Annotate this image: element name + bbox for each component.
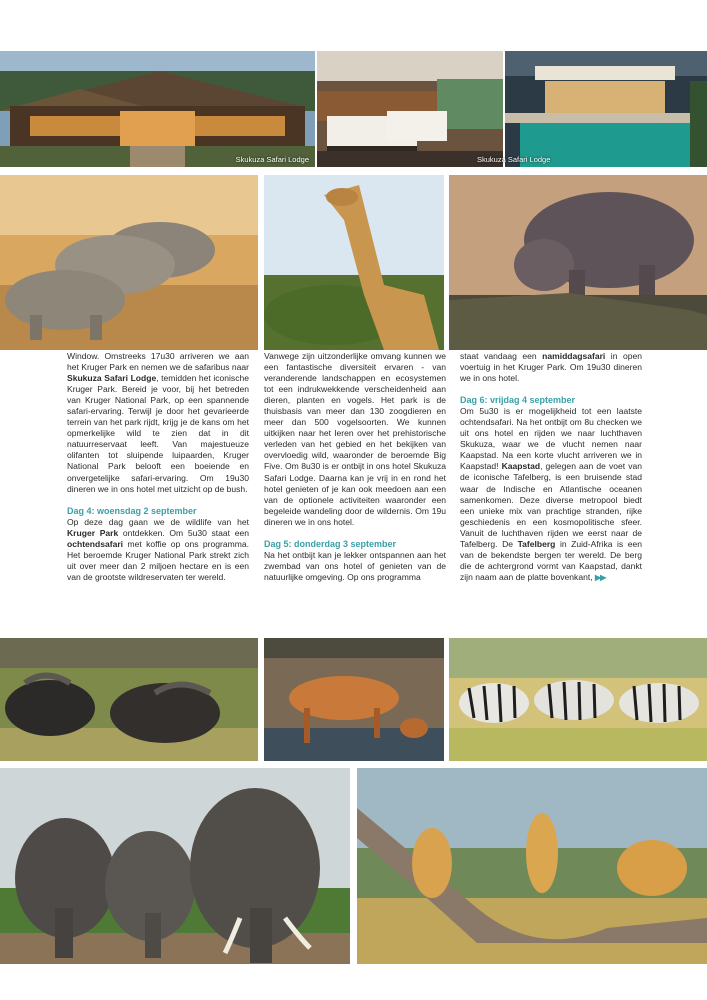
paragraph [67, 351, 249, 495]
continue-arrow-icon: ▶▶ [594, 572, 606, 582]
paragraph: Na het ontbijt kan je lekker ontspannen aan het zwembad van ons hotel of genieten van de natuurlijke omgeving. Op ons programma [264, 549, 446, 582]
text: Om 5u30 is er mogelijkheid tot een laatste ochtendsafari. Na het ontbijt om 8u checken we uit ons hotel en rijden we naar luchthaven Skukuza, waar we de vlucht nemen naar Kaapstad. Na een korte vlucht arriveren we in Kaapstad! [460, 406, 642, 472]
day-heading: Dag 4: woensdag 2 september [67, 505, 197, 516]
hippo-photo [449, 175, 707, 350]
text: met koffie op ons programma. Het beroemde Kruger National Park strekt zich uit over meer dan 2 miljoen hectare en is een van de grootste wildreservaten ter wereld. [67, 538, 249, 582]
text: , temidden het iconische Kruger Park. Bereid je voor, bij het betreden van Kruger National Park, op een spannende safari-ervaring. Terwijl je door het gevarieerde terrein van het park rijdt, krijg je de kans om het opmerkelijke wild te zien dat in dit natuurreservaat leeft. Van majestueuze olifanten tot sluipende luipaarden, Kruger National Park belooft een boeiende en onvergetelijke safari-ervaring. Om 19u30 dineren we in ons hotel met uitzicht op de bush. [67, 373, 249, 494]
impala-photo [264, 638, 444, 761]
bold-text: Tafelberg [517, 538, 556, 549]
bold-text: Kaapstad [501, 461, 541, 472]
text: ontdekken. Om 5u30 staat een [118, 527, 249, 538]
paragraph [67, 517, 249, 583]
paragraph: Vanwege zijn uitzonderlijke omvang kunnen we een fantastische diversiteit ervaren - van veranderende landschappen en ecosystemen tot een indrukwekkende verscheidenheid aan dieren, planten en vogels. Het park is de thuisbasis van meer dan 130 zoogdieren en meer dan 500 vogelsoorten. We kunnen uitkijken naar het leren over het prehistorische verleden van het gebied en het bekijken van overvloedig wild, waaronder de beroemde Big Five. Om 8u30 is er ontbijt in ons hotel Skukuza Safari Lodge. Daarna kan je vrij in en rond het hotel genieten of je kan ook meedoen aan een van de optionele activiteiten waaronder een begeleide wandeling door de wildernis. Om 19u dineren we in ons hotel. [264, 351, 446, 527]
lodge-room-photo [317, 51, 503, 167]
text-column-2 [264, 351, 446, 583]
text: staat vandaag een [460, 351, 543, 361]
lodge-pool-photo [477, 51, 707, 167]
bold-text: ochtendsafari [67, 538, 124, 549]
elephants-photo [0, 768, 350, 964]
text: in Zuid-Afrika is een van de bekendste bergen ter wereld. De berg die de achtergrond vormt van Kaapstad, dankt zijn naam aan de platte bovenkant, [460, 538, 642, 582]
rhinos-photo [0, 175, 258, 350]
day-heading: Dag 6: vrijdag 4 september [460, 395, 576, 406]
text: Op deze dag gaan we de wildlife van het [67, 516, 249, 527]
day-heading: Dag 5: donderdag 3 september [264, 538, 397, 549]
text-column-1 [67, 351, 249, 583]
giraffe-photo [264, 175, 444, 350]
text-column-3 [460, 351, 642, 583]
paragraph [460, 351, 642, 384]
photo-caption: Skukuza Safari Lodge [235, 155, 309, 164]
lodge-exterior-photo [0, 51, 315, 167]
paragraph [460, 406, 642, 583]
text: in open voertuig in het Kruger Park. Om 19u30 dineren we in ons hotel. [460, 351, 642, 384]
cheetahs-photo [357, 768, 707, 964]
text: Window. Omstreeks 17u30 arriveren we aan het Kruger Park en nemen we de safaribus naar [67, 351, 249, 373]
bold-text: namiddagsafari [542, 351, 606, 361]
buffalo-photo [0, 638, 258, 761]
bold-text: Kruger Park [67, 527, 119, 538]
zebras-photo [449, 638, 707, 761]
text: , gelegen aan de voet van de iconische Tafelberg, is een bruisende stad waar de Indische en Atlantische oceanen samenkomen. Deze diverse metropool biedt een unieke mix van prachtige stranden, rijke geschiedenis en een kosmopolitische sfeer. Vanuit de luchthaven rijden we eerst naar de Tafelberg. De [460, 461, 642, 549]
photo-caption: Skukuza Safari Lodge [477, 155, 551, 164]
bold-text: Skukuza Safari Lodge [67, 373, 157, 384]
